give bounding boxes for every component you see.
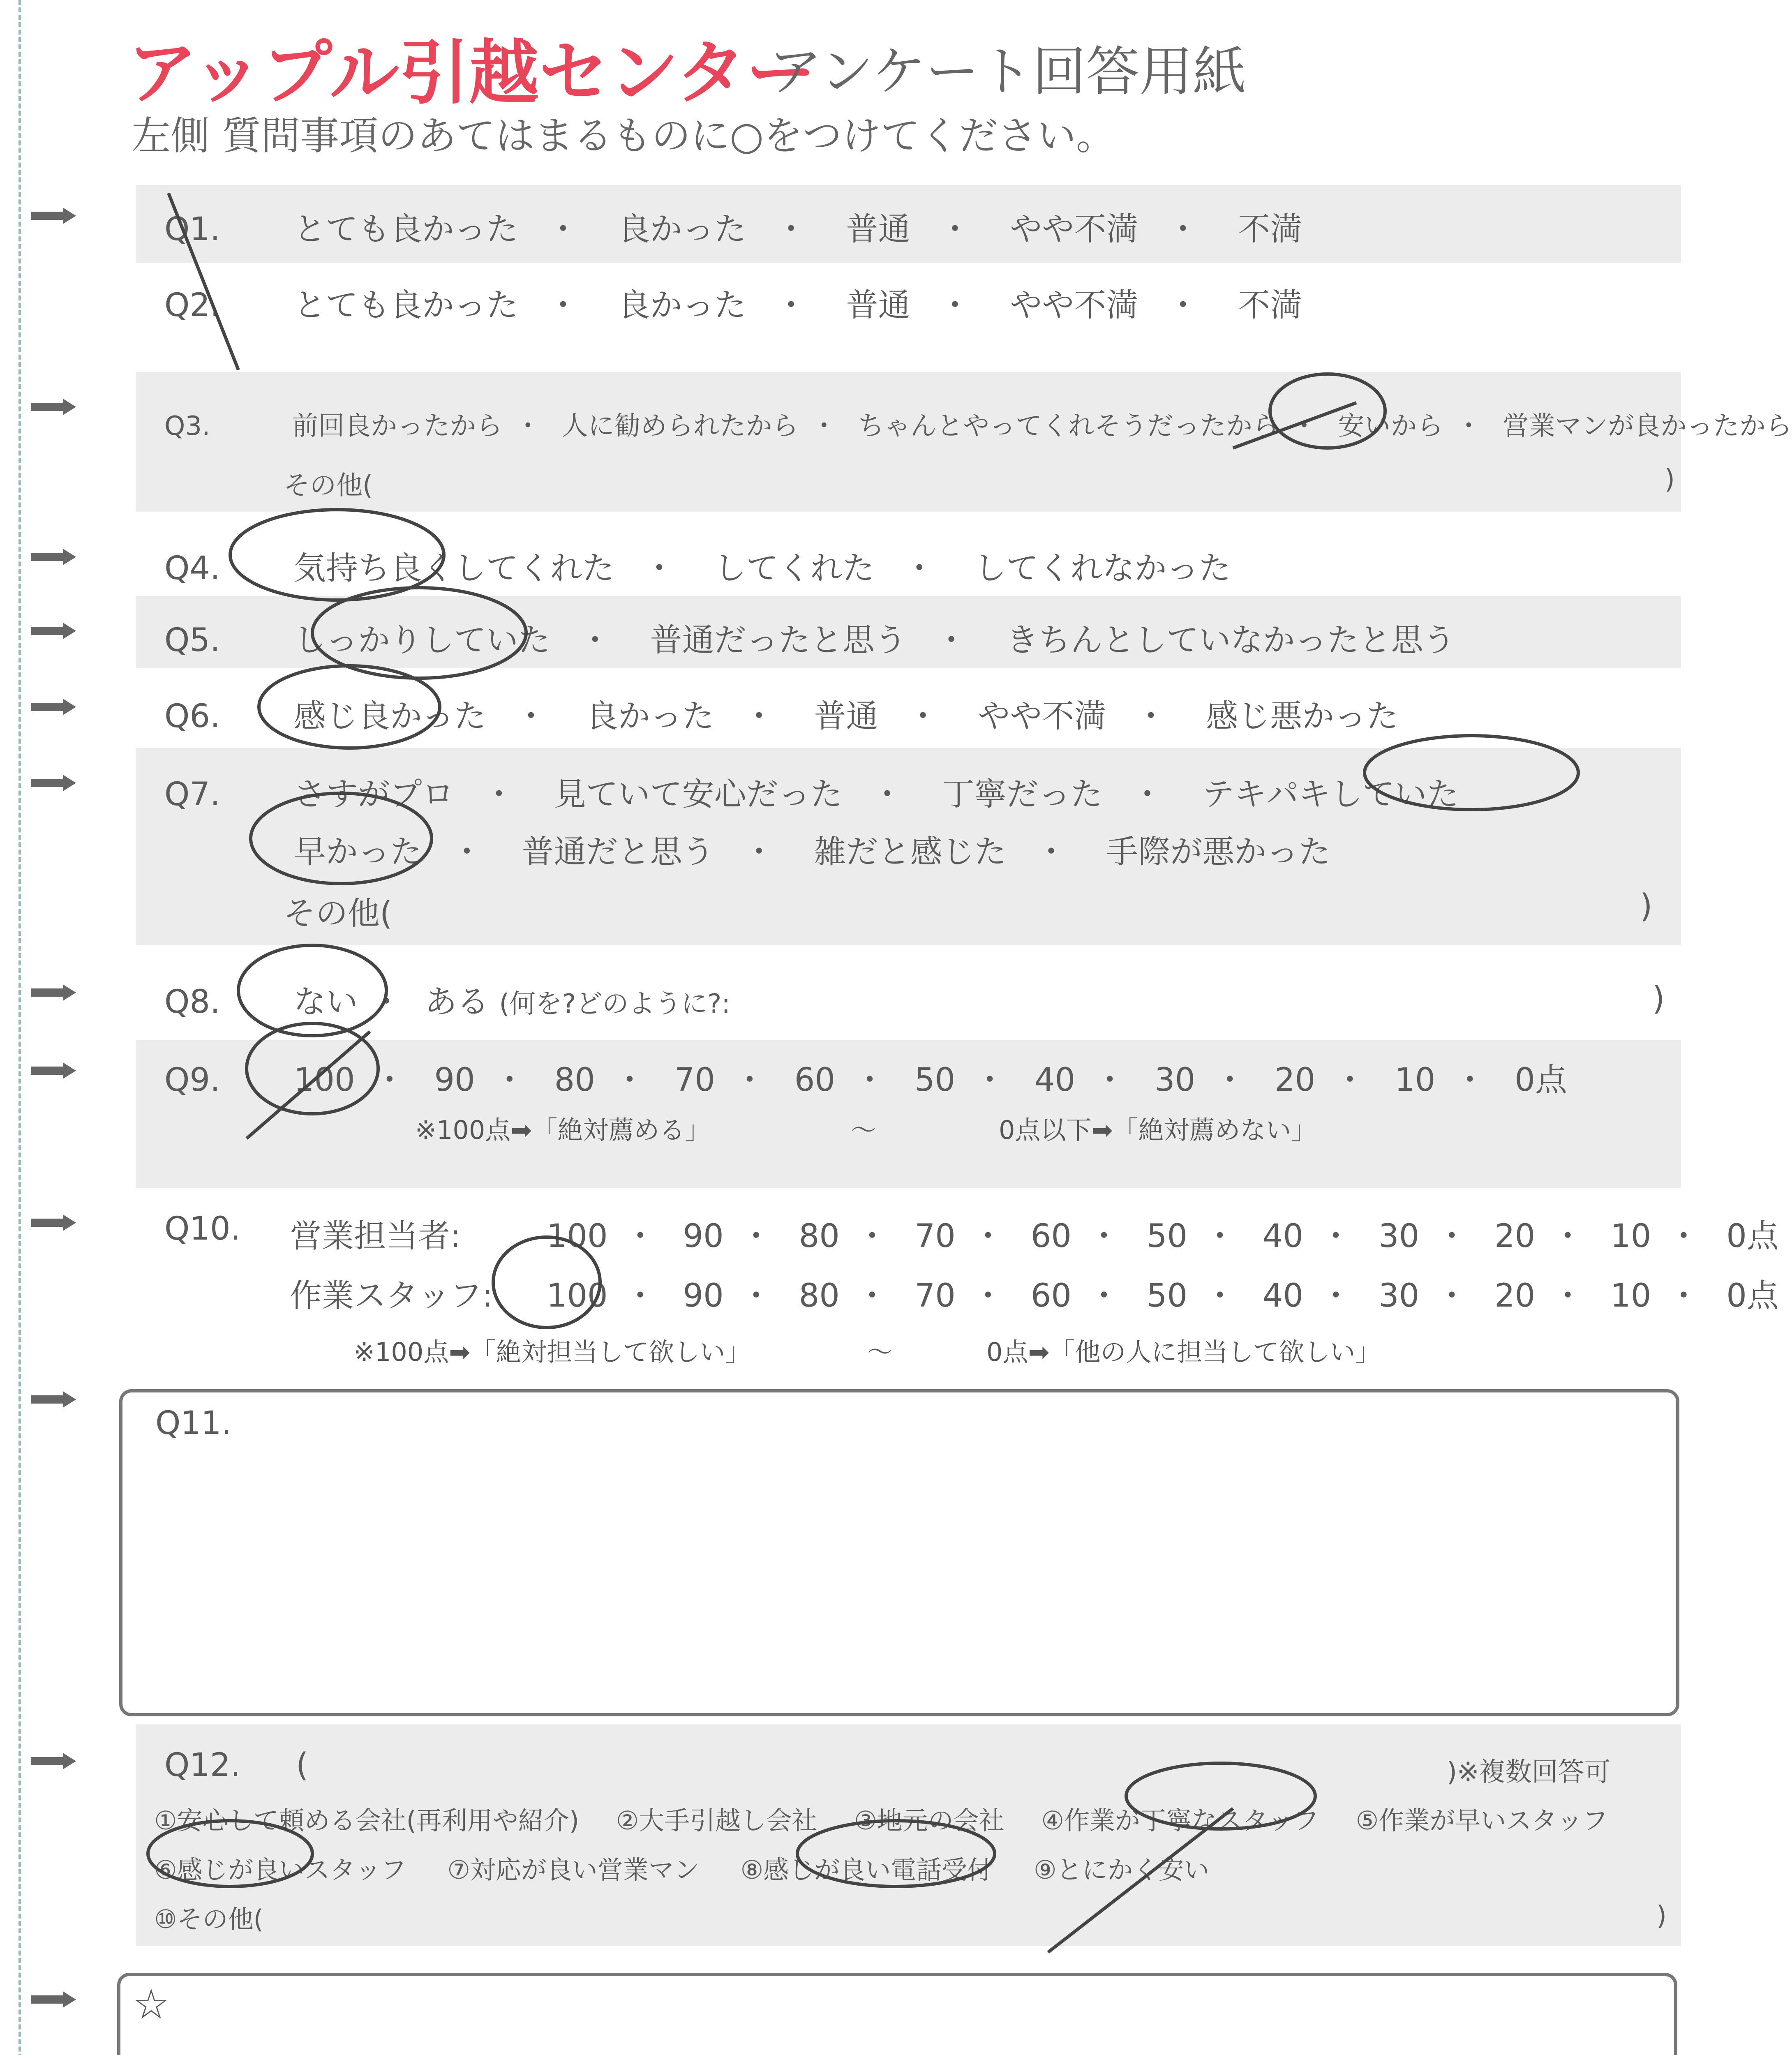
instruction-text: 左側 質問事項のあてはまるものに○をつけてください。 (132, 113, 1115, 159)
q5-option[interactable]: しっかりしていた (293, 622, 550, 659)
q10-label: Q10. (164, 1210, 241, 1247)
q6-option[interactable]: やや不満 (978, 698, 1106, 735)
pen-circle-q7a (1365, 736, 1578, 810)
q8-detail: (何を?どのように?: (499, 989, 730, 1019)
q10-staff-score[interactable]: 70 (914, 1277, 956, 1314)
q9-note-bottom: 0点以下➡「絶対薦めない」 (999, 1115, 1317, 1145)
q9-score[interactable]: 70 (674, 1062, 715, 1099)
q10-sales-row: 営業担当者: 100 ・ 90 ・ 80 ・ 70 ・ 60 ・ 50 ・ 40 ・ 30 ・ 20 ・ 10 ・ 0点 (290, 1210, 1779, 1256)
q12-option[interactable]: ②大手引越し会社 (616, 1806, 817, 1836)
q10-staff-row: 作業スタッフ: 100 ・ 90 ・ 80 ・ 70 ・ 60 ・ 50 ・ 40 ・ 30 ・ 20 ・ 10 ・ 0点 (290, 1270, 1779, 1316)
q3-option[interactable]: 営業マンが良かったから (1502, 411, 1792, 441)
q3-other[interactable]: その他( (284, 471, 373, 501)
q10-staff-score[interactable]: 100 (546, 1277, 608, 1314)
q1-option[interactable]: 普通 (846, 211, 910, 248)
q12-option[interactable]: ⑥感じが良いスタッフ (154, 1855, 406, 1885)
q8-row: Q8. ない ・ ある (何を?どのように?: (164, 976, 730, 1022)
q4-row: Q4. 気持ち良くしてくれた ・ してくれた ・ してくれなかった (164, 543, 1231, 589)
q10-sales-score[interactable]: 90 (683, 1218, 724, 1255)
q10-staff-score[interactable]: 80 (799, 1277, 840, 1314)
q12-option[interactable]: ⑨とにかく安い (1033, 1855, 1210, 1885)
q10-sales-score[interactable]: 60 (1030, 1218, 1072, 1255)
q1-option[interactable]: 良かった (618, 211, 746, 248)
q10-note-bottom: 0点➡「他の人に担当して欲しい」 (986, 1337, 1381, 1367)
q3-row: Q3. 前回良かったから ・ 人に勧められたから ・ ちゃんとやってくれそうだったから ・ 安いから ・ 営業マンが良かったから (164, 405, 1792, 443)
q2-option[interactable]: とても良かった (293, 287, 518, 324)
q10-staff-score[interactable]: 20 (1494, 1277, 1536, 1314)
q3-option[interactable]: 人に勧められたから (561, 411, 799, 441)
q12-close: ) (1656, 1901, 1667, 1931)
q9-score[interactable]: 100 (293, 1062, 355, 1099)
q7-option[interactable]: テキパキしていた (1202, 776, 1459, 813)
pen-slash-q9 (247, 1032, 370, 1138)
q12-option[interactable]: ⑦対応が良い営業マン (447, 1855, 700, 1885)
pen-circle-q3 (1270, 374, 1385, 448)
q12-option[interactable]: ①安心して頼める会社(再利用や紹介) (154, 1806, 579, 1836)
pen-circle-q12b (148, 1821, 312, 1886)
q4-option[interactable]: してくれなかった (974, 550, 1231, 587)
q9-score[interactable]: 40 (1034, 1062, 1076, 1099)
q8-close: ) (1652, 980, 1665, 1017)
q8-option-none[interactable]: ない (293, 984, 358, 1021)
q9-score[interactable]: 90 (434, 1062, 475, 1099)
q1-row: Q1. とても良かった ・ 良かった ・ 普通 ・ やや不満 ・ 不満 (164, 203, 1302, 249)
q9-score[interactable]: 60 (794, 1062, 835, 1099)
q7-option[interactable]: 丁寧だった (942, 776, 1103, 813)
pen-slash-q1q2 (169, 193, 238, 370)
q6-option[interactable]: 感じ悪かった (1206, 698, 1399, 735)
q10-staff-score[interactable]: 60 (1030, 1277, 1072, 1314)
q6-option[interactable]: 良かった (586, 698, 714, 735)
q7-label: Q7. (164, 776, 220, 813)
q9-score[interactable]: 0点 (1515, 1062, 1567, 1099)
q6-option[interactable]: 感じ良かった (293, 698, 486, 735)
q9-score[interactable]: 80 (554, 1062, 595, 1099)
q5-label: Q5. (164, 622, 220, 659)
q3-close: ) (1665, 464, 1675, 495)
q9-tilde: 〜 (851, 1115, 877, 1145)
q12-option[interactable]: ④作業が丁寧なスタッフ (1041, 1806, 1319, 1836)
q10-sales-score[interactable]: 80 (799, 1218, 840, 1255)
q10-staff-score[interactable]: 40 (1262, 1277, 1304, 1314)
q7-row1: Q7. さすがプロ ・ 見ていて安心だった ・ 丁寧だった ・ テキパキしていた (164, 769, 1459, 815)
q9-score[interactable]: 20 (1275, 1062, 1316, 1099)
q5-row: Q5. しっかりしていた ・ 普通だったと思う ・ きちんとしていなかったと思う (164, 614, 1455, 660)
star-icon: ☆ (133, 1980, 170, 2028)
pen-circle-q6 (259, 666, 440, 748)
q3-option[interactable]: ちゃんとやってくれそうだったから (858, 411, 1279, 441)
pen-circle-q7b (251, 793, 432, 884)
q9-score[interactable]: 10 (1395, 1062, 1436, 1099)
q9-label: Q9. (164, 1062, 220, 1099)
q7-option[interactable]: 雑だと感じた (814, 834, 1007, 870)
q10-staff-label: 作業スタッフ: (290, 1277, 493, 1314)
q1-label: Q1. (164, 211, 220, 248)
q10-note-top: ※100点➡「絶対担当して欲しい」 (353, 1337, 751, 1367)
q4-label: Q4. (164, 550, 220, 587)
pen-circle-q10 (493, 1237, 600, 1328)
q10-sales-score[interactable]: 40 (1262, 1218, 1304, 1255)
q7-close: ) (1640, 888, 1653, 925)
pen-slash-q12 (1048, 1808, 1233, 1952)
q1-option[interactable]: やや不満 (1010, 211, 1138, 248)
q3-option[interactable]: 安いから (1338, 411, 1443, 441)
q12-open: ( (296, 1747, 309, 1784)
q10-staff-score[interactable]: 90 (683, 1277, 724, 1314)
q10-tilde: 〜 (867, 1337, 893, 1367)
q7-option[interactable]: さすがプロ (293, 776, 454, 813)
q8-label: Q8. (164, 984, 220, 1021)
q9-score[interactable]: 50 (914, 1062, 956, 1099)
q2-label: Q2. (164, 287, 220, 324)
q5-option[interactable]: 普通だったと思う (650, 622, 907, 659)
q10-staff-score[interactable]: 0点 (1726, 1277, 1779, 1314)
q12-option[interactable]: ⑧感じが良い電話受付 (740, 1855, 993, 1885)
q6-row: Q6. 感じ良かった ・ 良かった ・ 普通 ・ やや不満 ・ 感じ悪かった (164, 690, 1398, 737)
q10-sales-label: 営業担当者: (290, 1218, 461, 1255)
q3-option[interactable]: 前回良かったから (292, 411, 503, 441)
q2-option[interactable]: やや不満 (1010, 287, 1138, 324)
q9-score[interactable]: 30 (1154, 1062, 1196, 1099)
q10-sales-score[interactable]: 10 (1610, 1218, 1651, 1255)
q7-row2: 早かった ・ 普通だと思う ・ 雑だと感じた ・ 手際が悪かった (164, 826, 1330, 872)
q7-option[interactable]: 見ていて安心だった (554, 776, 843, 813)
q9-note-top: ※100点➡「絶対薦める」 (415, 1115, 711, 1145)
pen-circle-q12c (797, 1821, 995, 1886)
q6-option[interactable]: 普通 (814, 698, 878, 735)
q12-multi-note: )※複数回答可 (1447, 1757, 1611, 1787)
q12-other[interactable]: ⑩その他( (154, 1904, 263, 1934)
brand-logo: アップル引越センター (127, 32, 816, 114)
q10-staff-score[interactable]: 30 (1378, 1277, 1420, 1314)
q2-option[interactable]: 良かった (618, 287, 746, 324)
q10-staff-score[interactable]: 10 (1610, 1277, 1651, 1314)
form-title: アンケート回答用紙 (769, 40, 1247, 103)
q6-label: Q6. (164, 698, 220, 735)
q10-sales-score[interactable]: 70 (914, 1218, 956, 1255)
q3-label: Q3. (164, 411, 210, 441)
q10-sales-score[interactable]: 20 (1494, 1218, 1536, 1255)
q2-row: Q2. とても良かった ・ 良かった ・ 普通 ・ やや不満 ・ 不満 (164, 279, 1302, 326)
q10-sales-score[interactable]: 50 (1146, 1218, 1188, 1255)
q10-sales-score[interactable]: 0点 (1726, 1218, 1779, 1255)
q2-option[interactable]: 不満 (1238, 287, 1302, 324)
q12-option[interactable]: ⑤作業が早いスタッフ (1356, 1806, 1608, 1836)
q7-option[interactable]: 手際が悪かった (1106, 834, 1331, 870)
q5-option[interactable]: きちんとしていなかったと思う (1006, 622, 1455, 659)
q1-option[interactable]: とても良かった (293, 211, 518, 248)
q12-label: Q12. (164, 1747, 241, 1784)
q7-other[interactable]: その他( (284, 895, 393, 932)
q1-option[interactable]: 不満 (1238, 211, 1302, 248)
q12-option[interactable]: ③地元の会社 (854, 1806, 1005, 1836)
q8-option-some[interactable]: ある (425, 984, 489, 1021)
q9-row: Q9. 100 ・ 90 ・ 80 ・ 70 ・ 60 ・ 50 ・ 40 ・ 30 ・ 20 ・ 10 ・ 0点 (164, 1054, 1567, 1100)
q10-staff-score[interactable]: 50 (1146, 1277, 1188, 1314)
q11-label: Q11. (155, 1405, 232, 1442)
q4-option[interactable]: 気持ち良くしてくれた (293, 550, 614, 587)
q7-option[interactable]: 普通だと思う (522, 834, 714, 870)
q10-sales-score[interactable]: 100 (546, 1218, 608, 1255)
q2-option[interactable]: 普通 (846, 287, 910, 324)
q7-option[interactable]: 早かった (293, 834, 422, 870)
q10-sales-score[interactable]: 30 (1378, 1218, 1420, 1255)
q4-option[interactable]: してくれた (714, 550, 875, 587)
